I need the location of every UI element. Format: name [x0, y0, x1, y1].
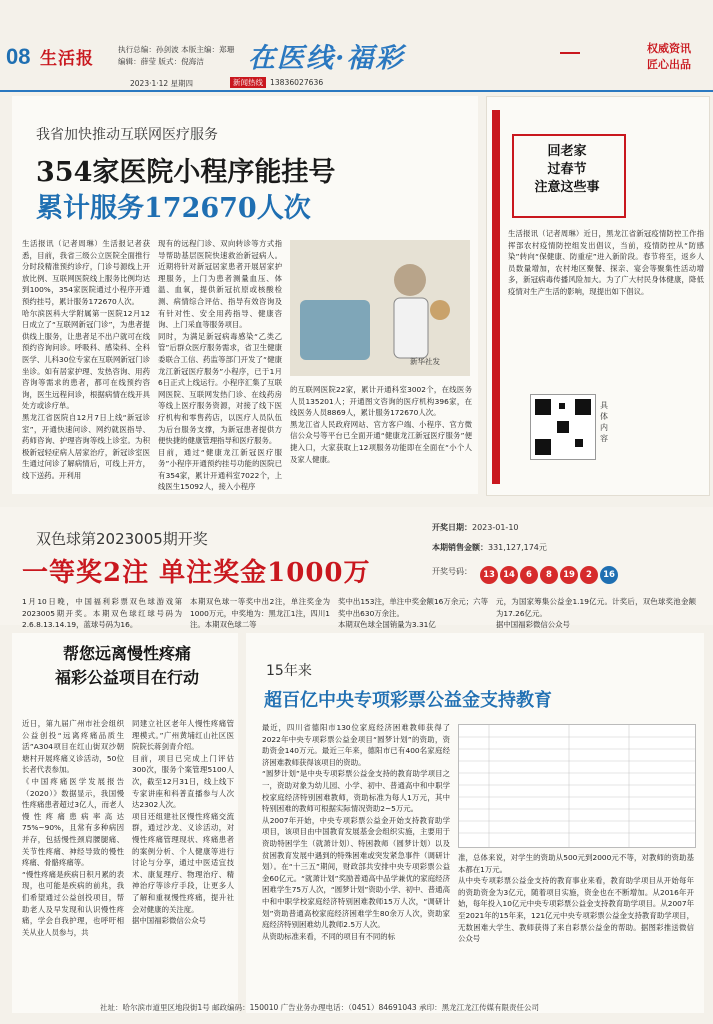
hotline-label: 新闻热线 — [230, 77, 266, 88]
sidebar-title-line-3: 注意这些事 — [534, 180, 600, 195]
sales-row — [432, 542, 547, 553]
lottery-column-4: 元，为国家筹集公益金1.19亿元。计奖后，双色球奖池金额为17.26亿元。 据中国福彩微信公众号 — [496, 597, 696, 630]
draw-date-row — [432, 522, 519, 533]
credits-line-2: 编辑：薛莹 版式：倪海洁 — [118, 57, 204, 66]
top-story-headline-1: 354家医院小程序能挂号 — [36, 157, 336, 188]
issue-date: 2023·1·12 星期四 — [130, 79, 194, 88]
bottom-left-column-2: 同建立社区老年人慢性疼痛管理模式。”广州黄埔红山社区医院院长蒋剑青介绍。 目前，项目已完成上门评估300次，服务个案管理5100人次，截至12月31日，线上线下专家讲座和科普直播参与人次达2302人次。 项目还组建社区慢性疼痛交流群，通过沙龙、义诊活动，对慢性疼痛管理现状、疼痛患者的案例分析、个人健康等进行讨论与分享，通过中医适宜技术、康复理疗、物理治疗、精神治疗等诊疗手段，让更多人了解和重视慢性疼痛，提升社会对健康的关注度。 据中国福彩微信公众号 — [132, 719, 234, 926]
doctor-illustration-icon — [290, 240, 470, 376]
bottom-left-headline-1: 帮您远离慢性疼痛 — [62, 644, 191, 663]
section-title: 在医线·福彩 — [248, 43, 405, 74]
draw-date-label: 开奖日期： — [432, 523, 472, 532]
sidebar-title-line-2: 过春节 — [547, 162, 587, 177]
sidebar-title-line-1: 回老家 — [547, 144, 587, 159]
footer-address: 社址：哈尔滨市道里区地段街1号 邮政编码：150010 广告业务办理电话：（0451）84691043 承印：黑龙江龙江传媒有限责任公司 — [100, 1003, 540, 1012]
red-ball: 8 — [540, 566, 558, 584]
red-ball: 19 — [560, 566, 578, 584]
slogan-line-2: 匠心出品 — [647, 58, 691, 71]
top-story-headline-2: 累计服务172670人次 — [36, 193, 311, 224]
bottom-right-kicker: 15年来 — [266, 663, 312, 679]
bottom-right-column-1: 最近，四川省德阳市130位家庭经济困难教师获得了2022年中央专项彩票公益金项目“圆梦计划”的资助，资助资金140万元。最近三年来，德阳市已有400名家庭经济困难教师获得该项目的资助。 “圆梦计划”是中央专项彩票公益金支持的教育助学项目之一，资助对象为幼儿园、小学、初中、普通高中和中职学校家庭经济特别困难教师，资助标准为每人1万元，其中特别困难的教师可根据实际情况资助2~5万元。 从2007年开始，中央专项彩票公益金开始支持教育助学项目，该项目由中国教育发展基金会组织实施，主要用于资助特困学生（就萧计划）、特困教师（圆梦计划）以及贫困教育发展中遇到的特殊困难或突发紧急事件（调研计划）。在“十三五”期间，财政部共安排中央专项彩票公益金60亿元。“就萧计划”奖励普通高中品学兼优的家庭经济困难学生75万人次，“圆梦计划”资助小学、初中、普通高中和中职学校家庭经济特别困难教师15万人次，“调研计划”资助普通高校家庭经济困难学生80余万人次，资助家庭经济特别困难幼儿教师2.5万人次。 从资助标准来看，不同的项目有不同的标 — [262, 723, 450, 941]
qr-caption: 具体内容 — [600, 401, 608, 443]
data-table-image — [458, 724, 696, 848]
bottom-right-column-2: 准，总体来说，对学生的资助从500元到2000元不等，对教师的资助基本都在1万元。 从中央专项彩票公益金支持的教育事业来看，教育助学项目从开始每年的资助资金为3亿元，随着项目实施，资金也在不断增加。从2016年开始，每年投入10亿元中央专项彩票公益金支持教育助学项目。从2007年至2021年的15年来，121亿元中央专项彩票公益金支持教育助学项目，无数困难大学生、教师获得了来自彩票公益金的帮助。据图彩推送微信公众号 — [458, 853, 694, 944]
blue-ball: 16 — [600, 566, 618, 584]
red-ball: 6 — [520, 566, 538, 584]
red-ball: 13 — [480, 566, 498, 584]
credits-line-1: 执行总编：孙剑波 本版主编：郑珊 — [118, 45, 235, 54]
sidebar-body: 生活报讯（记者周琳）近日，黑龙江省新冠疫情防控工作指挥部农村疫情防控组发出倡议，当前，疫情防控从“防感染”转向“保健康、防重症”进入新阶段。春节将至，返乡人员数量增加，农村地区聚餐、探亲、宴会等聚集性活动增多，新冠病毒传播风险加大。为了广大村民身体健康，降低疫情对生产生活的影响，现提出如下倡议。 — [508, 229, 704, 296]
slogan-line-1: 权威资讯 — [647, 42, 691, 55]
bottom-left-headline-2: 福彩公益项目在行动 — [54, 668, 199, 687]
red-ball: 14 — [500, 566, 518, 584]
hotline-number: 13836027636 — [270, 78, 324, 87]
illustration-image — [290, 240, 470, 376]
top-story-kicker: 我省加快推动互联网医疗服务 — [36, 127, 218, 143]
bottom-right-headline: 超百亿中央专项彩票公益金支持教育 — [264, 690, 552, 711]
top-story-column-3: 的互联网医院22家，累计开通科室3002个，在线医务人员135201人；开通图文咨询的医疗机构396家，在线医务人员8869人，累计服务172670人次。 黑龙江省人民政府网站、官方客户端、小程序、官方微信公众号等平台已全面开通“健康龙江新冠医疗服务”便捷入口，大家获取上12项服务功能即在全面在“小个人及家人健康。 — [290, 385, 472, 464]
arrow-divider — [560, 52, 580, 54]
masthead-rule — [0, 90, 713, 92]
lottery-column-3: 奖中出153注，单注中奖金额16万余元；六等奖中出630万余注。 本期双色球全国销量为3.31亿 — [338, 597, 488, 630]
bottom-left-headline — [22, 642, 232, 690]
masthead — [0, 0, 713, 92]
numbers-label: 开奖号码： — [432, 567, 472, 576]
qr-code-icon — [530, 394, 596, 460]
page-number: 08 — [6, 44, 31, 69]
sales-label: 本期销售金额： — [432, 543, 488, 552]
top-story-column-1: 生活报讯（记者周琳）生活报记者获悉，目前，我省三级公立医院全面推行分时段精准预约诊疗，门诊号源线上开放比例、互联网医院线上服务比例均达到100%，354家医院通过小程序开通预约挂号，累计服务172670人次。 哈尔滨医科大学附属第一医院12月12日成立了“互联网新冠门诊”，为患者提供线上服务，让患者足不出户就可在线预约咨询问诊。呼吸科、感染科、全科医学、儿科30位专家在互联网新冠门诊坐诊。如有居家护理、发热咨询、用药咨询等需求的患者，都可在线预约咨询，医生远程问诊，根据病情在线开具处方或诊疗单。 黑龙江省医院自12月7日上线“新冠诊室”，开通快速问诊、网约就医指导、药师咨询、护理咨询等线上诊室。为积极新冠轻症病人居家治疗，新冠诊室医生通过问诊了解病情后，可线上开方，线下送药。开利用 — [22, 239, 150, 480]
draw-date: 2023-01-10 — [472, 523, 519, 532]
bottom-left-column-1: 近日，第九届广州市社会组织公益创投“远离疼痛品质生活”A304项目在红山街双沙朝塘村开展疼痛义诊活动，50位长者代表参加。 《中国疼痛医学发展报告（2020）》数据显示，我国慢性疼痛患者超过3亿人，而老人慢性疼痛患病率高达75%~90%，且常有多种病因并存，包括慢性颈肩腰腿痛、关节性疼痛、神经导致的慢性疼痛、骨骼疼痛等。 “慢性疼痛是疾病日积月累的表现，也可能是疾病的前兆，我们希望通过公益创投项目，帮助老人及早发现和认识慢性疼痛，学会自我护理，也呼吁相关从业人员参与，共 — [22, 719, 124, 937]
red-ball: 2 — [580, 566, 598, 584]
sidebar-title — [516, 143, 618, 197]
lottery-balls — [480, 562, 620, 584]
paper-name: 生活报 — [40, 49, 94, 69]
lottery-column-2: 本期双色球一等奖中出2注，单注奖金为1000万元，中奖地为：黑龙江1注，四川1注。本期双色球二等 — [190, 597, 330, 630]
sales-amount: 331,127,174元 — [488, 543, 547, 552]
lottery-headline-big: 一等奖2注 单注奖金1000万 — [22, 558, 371, 588]
top-story-column-2: 现有的远程门诊、双向转诊等方式指导帮助基层医院快速救治新冠病人。近期将针对新冠居家患者开展居家护理服务，上门为患者测量血压、体温、血氧，提供新冠抗原或核酸检测、病情综合评估、指导有效咨询及有针对性、安全用药指导、健康咨询、上门采血等服务项目。 同时，为满足新冠病毒感染“乙类乙管”后群众医疗服务需求，省卫生健康委联合工信、药监等部门开发了“健康龙江新冠医疗服务”小程序，已于1月6日正式上线运行。小程序汇集了互联网医院、互联网发热门诊、在线药房等线上医疗服务资源，对接了线下医疗机构和零售药店，以医疗人员队伍为后台服务支撑，为新冠患者提供方便快捷的健康管理指导和医疗服务。 目前，通过“健康龙江新冠医疗服务”小程序开通预约挂号功能的医院已有354家，累计开通科室7022个，上线医生15092人，接入小程序 — [158, 239, 282, 492]
lottery-column-1: 1月10日晚，中国福利彩票双色球游戏第2023005期开奖。本期双色球红球号码为2.6.8.13.14.19，蓝球号码为16。 — [22, 597, 182, 630]
photo-caption: 新华社发 — [410, 357, 440, 366]
sidebar-red-band — [492, 110, 500, 484]
lottery-headline-small: 双色球第2023005期开奖 — [36, 530, 208, 548]
